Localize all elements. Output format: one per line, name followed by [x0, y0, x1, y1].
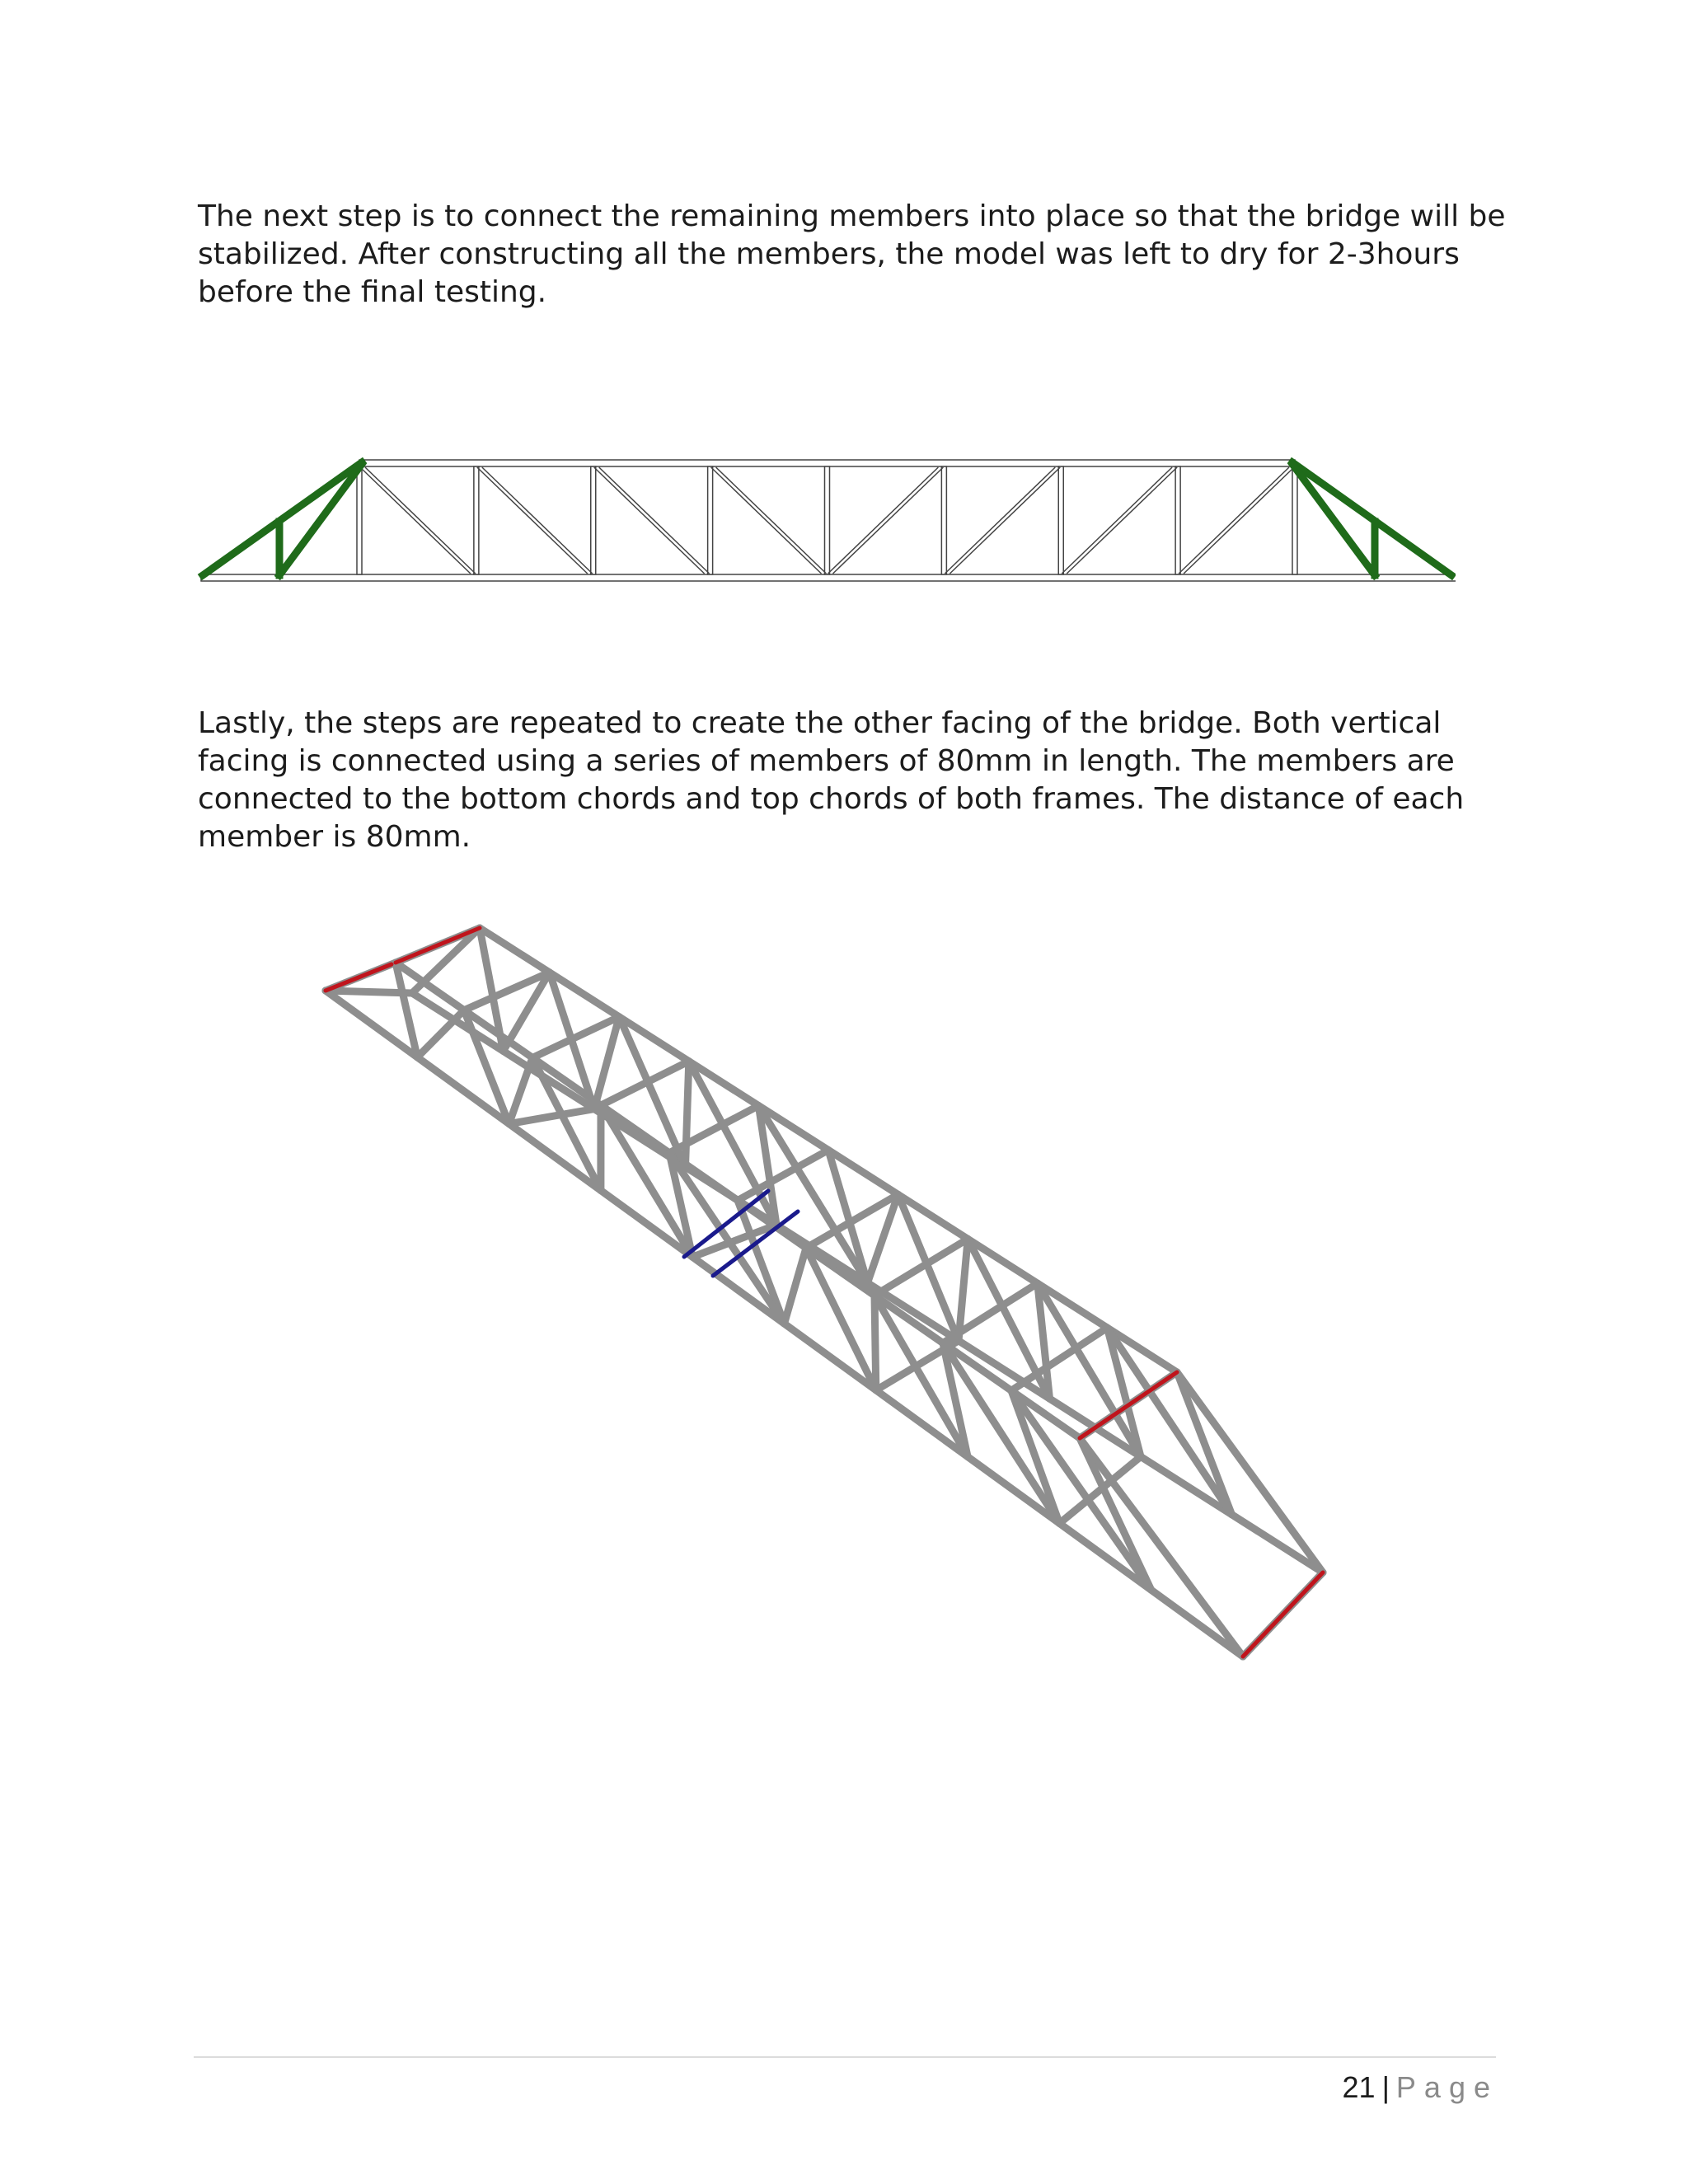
truss-diagonal — [945, 467, 1055, 574]
truss-diagonal — [594, 467, 705, 574]
truss-vertical — [1058, 466, 1063, 574]
truss-diagonal — [833, 467, 944, 574]
truss-diagonal — [477, 467, 588, 574]
truss-vertical — [941, 466, 946, 574]
vertical-member — [1177, 1372, 1323, 1572]
vertical-member — [686, 1062, 689, 1167]
bottom-cross-member — [509, 1109, 594, 1124]
end-frame-left — [203, 462, 362, 575]
truss-vertical — [708, 466, 713, 574]
truss-vertical — [591, 466, 596, 574]
truss-diagonal — [599, 467, 710, 574]
truss-panels — [201, 460, 1456, 581]
truss-diagonal — [716, 467, 827, 574]
truss-diagonal — [828, 467, 939, 574]
footer-divider — [194, 2056, 1496, 2058]
truss-vertical — [474, 466, 479, 574]
truss-diagonal — [365, 467, 476, 574]
paragraph-lastly: Lastly, the steps are repeated to create the other facing of the bridge. Both vertical facing is connected using a series of members of 80mm in length. The members are connected to the bottom chords and top chords of both frames. The distance of each member is 80mm. — [198, 706, 1465, 854]
page-number: 21 — [1342, 2070, 1376, 2104]
truss-diagonal — [482, 467, 593, 574]
bridge-3d-figure — [297, 898, 1352, 1690]
truss-diagonal — [1184, 467, 1294, 574]
vertical-member — [412, 928, 480, 993]
truss-diagonal — [711, 467, 822, 574]
paragraph-step: The next step is to connect the remaining members into place so that the bridge will be stabilized. After constructing all the members, the model was left to dry for 2-3hours before the final testing. — [198, 199, 1506, 309]
end-frame-right — [1292, 462, 1451, 575]
truss-elevation-figure — [195, 457, 1456, 589]
bridge-members — [326, 928, 1323, 1657]
vertical-member — [509, 1057, 532, 1123]
diagonal-member — [874, 1296, 876, 1390]
truss-vertical — [1175, 466, 1180, 574]
truss-diagonal — [1067, 467, 1177, 574]
truss-vertical — [1292, 466, 1297, 574]
truss-diagonal — [1179, 467, 1289, 574]
truss-diagonal — [1062, 467, 1172, 574]
truss-diagonal — [950, 467, 1060, 574]
vertical-member — [417, 1010, 464, 1057]
truss-vertical — [357, 466, 362, 574]
page-footer — [1343, 2070, 1498, 2105]
truss-vertical — [825, 466, 830, 574]
page-label: Page — [1395, 2070, 1498, 2104]
diagonal-member — [785, 1248, 807, 1324]
footer-separator: | — [1381, 2070, 1390, 2104]
truss-diagonal — [360, 467, 471, 574]
